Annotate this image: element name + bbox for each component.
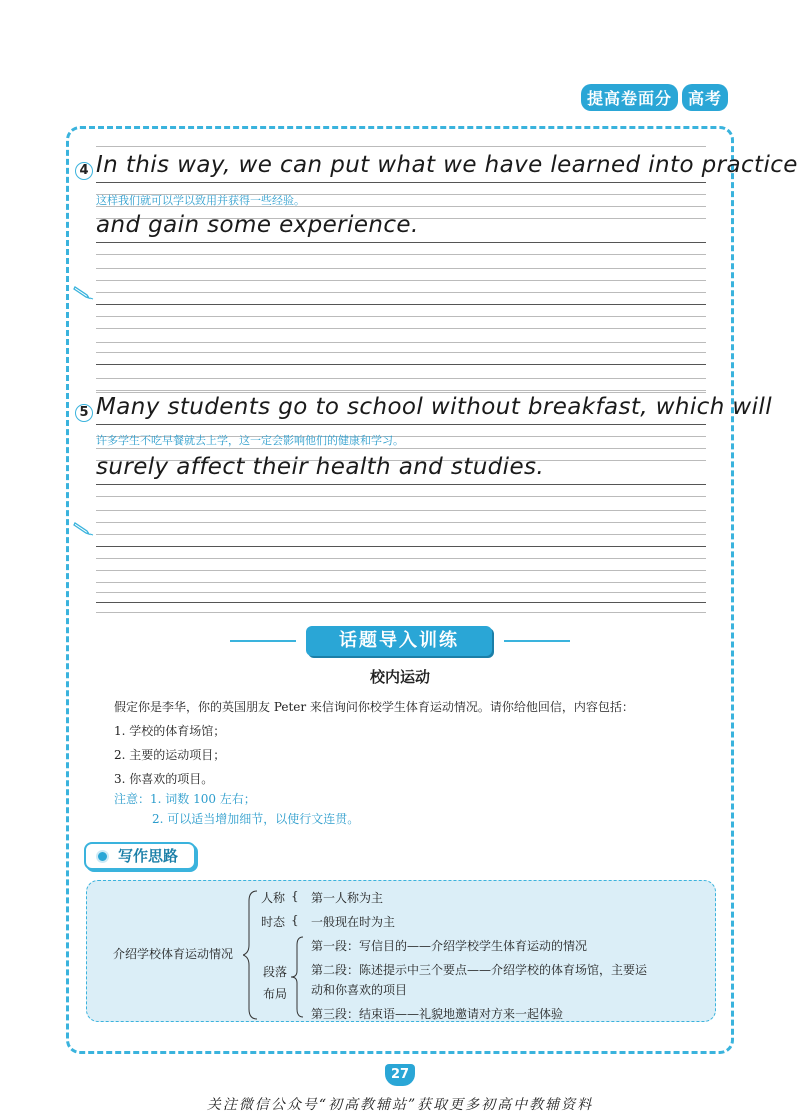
section-divider-left: [230, 640, 296, 642]
outline-layout-label-1: 段落: [263, 965, 288, 979]
sentence-5-line1: Many students go to school without breakfast, which will: [96, 394, 772, 420]
outline-person-value: 第一人称为主: [311, 891, 384, 905]
section-subtitle: 校内运动: [369, 668, 430, 686]
sentence-5-translation: 许多学生不吃早餐就去上学，这一定会影响他们的健康和学习。: [96, 434, 404, 447]
outline-paragraph-3: 第三段：结束语——礼貌地邀请对方来一起体验: [311, 1007, 564, 1021]
ruled-lines-4: [96, 146, 706, 396]
outline-paragraph-2-cont: 动和你喜欢的项目: [311, 983, 408, 997]
sentence-5-line2: surely affect their health and studies.: [96, 454, 545, 480]
writing-outline: [86, 880, 716, 1022]
section-title: 话题导入训练: [306, 626, 492, 656]
note-1: 注意：1. 词数 100 左右；: [114, 792, 256, 806]
writing-idea-label: 写作思路: [118, 847, 179, 865]
outline-brace-icon: [243, 887, 286, 1023]
section-divider-right: [504, 640, 570, 642]
prompt-item-1: 1. 学校的体育场馆；: [114, 724, 226, 738]
outline-root: 介绍学校体育运动情况: [113, 947, 234, 961]
outline-paragraph-1: 第一段：写信目的——介绍学校学生体育运动的情况: [311, 939, 588, 953]
sentence-4-translation: 这样我们就可以学以致用并获得一些经验。: [96, 194, 305, 207]
page-number: 27: [385, 1064, 415, 1086]
note-2: 2. 可以适当增加细节，以使行文连贯。: [152, 812, 360, 826]
sentence-number-4: 4: [75, 162, 93, 180]
header-label-right: 高考: [682, 84, 728, 111]
pencil-icon: [72, 286, 94, 300]
ruled-lines-5: [96, 392, 706, 614]
outline-layout-brace-icon: [289, 935, 311, 1019]
prompt-item-2: 2. 主要的运动项目；: [114, 748, 226, 762]
writing-idea-tag: [84, 842, 196, 870]
header-label-left: 提高卷面分: [581, 84, 678, 111]
bullet-icon: [96, 850, 109, 863]
sentence-4-line1: In this way, we can put what we have learned into practice: [96, 152, 798, 178]
outline-person-label: 人称: [261, 891, 286, 905]
header-badge: [581, 84, 728, 111]
outline-layout-label-2: 布局: [263, 987, 288, 1001]
pencil-icon: [72, 522, 94, 536]
outline-tense-brace: {: [291, 913, 299, 927]
outline-tense-value: 一般现在时为主: [311, 915, 396, 929]
outline-paragraph-2: 第二段：陈述提示中三个要点——介绍学校的体育场馆，主要运: [311, 963, 648, 977]
prompt-text: 假定你是李华，你的英国朋友 Peter 来信询问你校学生体育运动情况。请你给他回信，内容包括：: [114, 700, 634, 714]
outline-tense-label: 时态: [261, 915, 286, 929]
footer-text: 关注微信公众号“初高教辅站”获取更多初高中教辅资料: [206, 1097, 594, 1113]
sentence-4-line2: and gain some experience.: [96, 212, 419, 238]
sentence-number-5: 5: [75, 404, 93, 422]
outline-person-brace: {: [291, 889, 299, 903]
prompt-item-3: 3. 你喜欢的项目。: [114, 772, 214, 786]
